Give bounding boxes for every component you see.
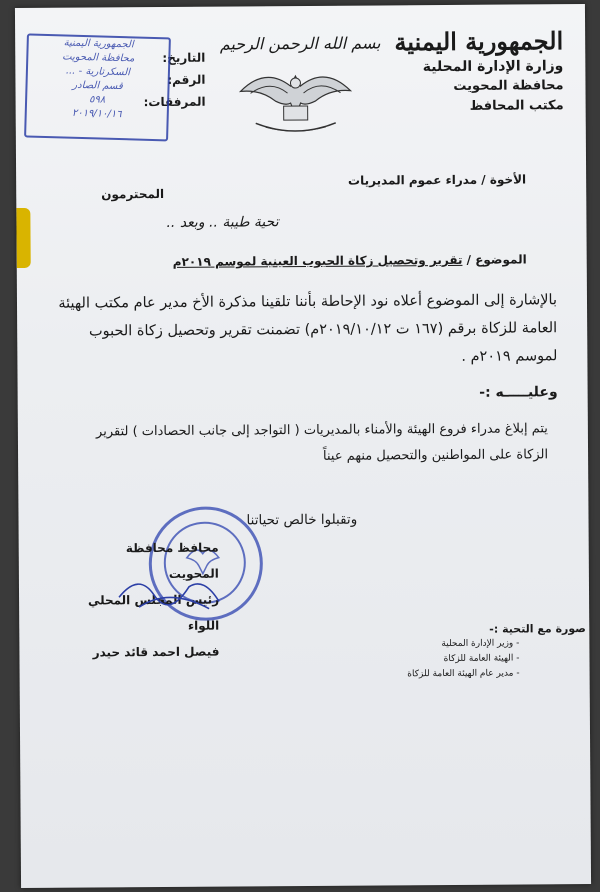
- stamp-line: قسم الصادر: [72, 79, 123, 93]
- greeting: تحية طيبة .. وبعد ..: [166, 214, 279, 231]
- signatory-name: فيصل احمد قائد حيدر: [92, 644, 220, 660]
- respected-label: المحترمون: [101, 186, 165, 202]
- stamp-line: السكرتارية - ...: [65, 65, 131, 79]
- outgoing-stamp: [24, 33, 171, 141]
- signatory-role: رئيس المجلس المحلي: [87, 592, 220, 608]
- stamp-line: الجمهورية اليمنية: [63, 37, 134, 51]
- stamp-line: ٥٩٨: [88, 94, 106, 106]
- copies-title: صورة مع التحية :-: [489, 622, 586, 636]
- recipient: الأخوة / مدراء عموم المديريات: [347, 172, 527, 188]
- list-item: - مدير عام الهيئة العامة للزكاة: [380, 666, 520, 682]
- ministry-name: وزارة الإدارة المحلية: [422, 58, 564, 76]
- date-label: التاريخ:: [162, 50, 206, 65]
- copies-list: [379, 636, 519, 682]
- office-name: مكتب المحافظ: [469, 98, 564, 114]
- body-paragraph: بالإشارة إلى الموضوع أعلاه نود الإحاطة بأننا تلقينا مذكرة الأخ مدير عام مكتب الهيئة العامة للزكاة برقم (١٦٧ ت ٢٠١٩/١٠/١٢م) تضمنت تقرير وتحصيل زكاة الحبوب لموسم ٢٠١٩م .: [58, 292, 558, 365]
- stamp-line: محافظة المحويت: [62, 51, 135, 65]
- letterhead: [393, 26, 564, 117]
- stamp-line: ٢٠١٩/١٠/١٦: [71, 107, 122, 121]
- pen-cap-decoration: [16, 208, 30, 268]
- list-item: - الهيئة العامة للزكاة: [379, 651, 519, 667]
- closing-line: وتقبلوا خالص تحياتنا: [246, 511, 358, 529]
- list-item: - وزير الإدارة المحلية: [379, 636, 519, 652]
- subject-line: [147, 252, 527, 269]
- eagle-emblem-icon: [235, 61, 356, 137]
- number-label: الرقم:: [167, 72, 206, 87]
- accordingly-heading: وعليـــــه :-: [479, 384, 558, 401]
- letter-page: [15, 4, 591, 888]
- handwritten-signature: [109, 567, 229, 618]
- basmala: بسم الله الرحمن الرحيم: [219, 33, 381, 54]
- instruction-paragraph: يتم إبلاغ مدراء فروع الهيئة والأمناء بالمديريات ( التواجد إلى جانب الحصادات ) لتقرير الزكاة على المواطنين والتحصيل منهم عيناً: [95, 421, 549, 464]
- signatory-title: محافظ محافظة المحويت: [125, 540, 219, 581]
- governorate-name: محافظة المحويت: [453, 78, 564, 94]
- attachments-label: المرفقات:: [143, 94, 206, 110]
- country-name: الجمهورية اليمنية: [394, 26, 564, 57]
- subject-label: الموضوع /: [466, 252, 527, 267]
- subject-text: تقرير وتحصيل زكاة الحبوب العينية لموسم ٢٠١٩م: [172, 252, 463, 269]
- signatory-rank: اللواء: [187, 618, 220, 633]
